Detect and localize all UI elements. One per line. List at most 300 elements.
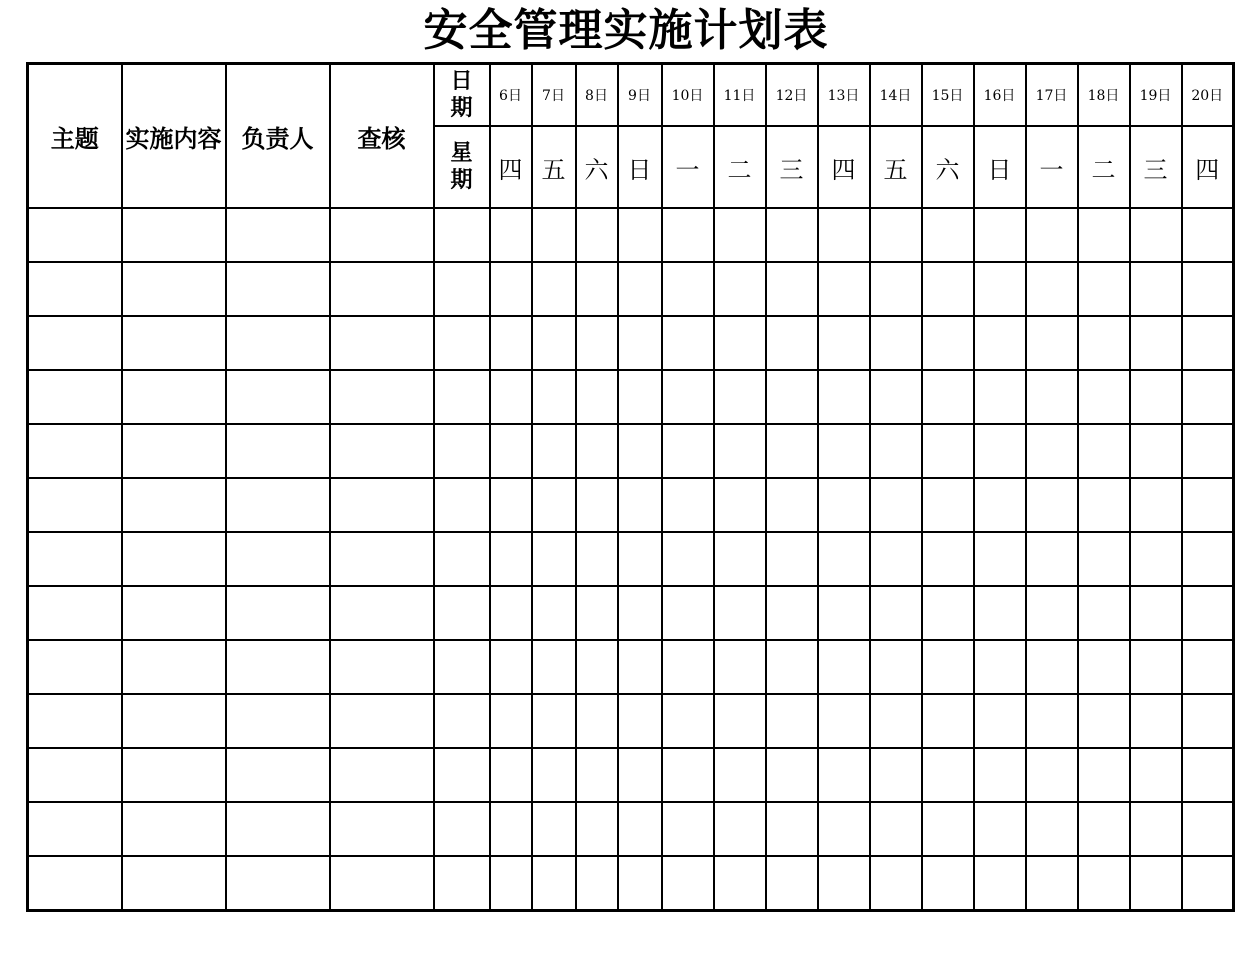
- table-cell[interactable]: [1078, 748, 1130, 802]
- table-cell[interactable]: [434, 316, 490, 370]
- table-cell[interactable]: [1130, 208, 1182, 262]
- table-cell[interactable]: [662, 640, 714, 694]
- table-cell[interactable]: [1026, 316, 1078, 370]
- table-cell[interactable]: [618, 370, 662, 424]
- table-row: [28, 856, 1234, 911]
- table-cell[interactable]: [662, 532, 714, 586]
- table-cell[interactable]: [28, 478, 122, 532]
- table-cell[interactable]: [1078, 478, 1130, 532]
- table-cell[interactable]: [434, 586, 490, 640]
- table-cell[interactable]: [122, 802, 226, 856]
- table-cell[interactable]: [766, 694, 818, 748]
- table-cell[interactable]: [434, 856, 490, 911]
- table-cell[interactable]: [1026, 262, 1078, 316]
- table-row: [28, 748, 1234, 802]
- table-cell[interactable]: [1130, 586, 1182, 640]
- table-cell[interactable]: [490, 748, 532, 802]
- table-cell[interactable]: [226, 802, 330, 856]
- table-cell[interactable]: [1182, 586, 1234, 640]
- table-cell[interactable]: [1026, 802, 1078, 856]
- table-cell[interactable]: [532, 856, 576, 911]
- table-cell[interactable]: [662, 748, 714, 802]
- table-cell[interactable]: [434, 478, 490, 532]
- table-cell[interactable]: [122, 694, 226, 748]
- table-cell[interactable]: [28, 370, 122, 424]
- table-cell[interactable]: [28, 532, 122, 586]
- table-cell[interactable]: [1130, 424, 1182, 478]
- table-cell[interactable]: [662, 478, 714, 532]
- table-cell[interactable]: [870, 370, 922, 424]
- weekday-cell: 日: [974, 126, 1026, 208]
- date-cell: 16日: [974, 64, 1026, 127]
- table-cell[interactable]: [1026, 208, 1078, 262]
- table-cell[interactable]: [490, 478, 532, 532]
- table-row: [28, 532, 1234, 586]
- table-cell[interactable]: [576, 586, 618, 640]
- table-cell[interactable]: [1182, 802, 1234, 856]
- table-cell[interactable]: [922, 316, 974, 370]
- table-cell[interactable]: [226, 370, 330, 424]
- table-cell[interactable]: [1130, 262, 1182, 316]
- date-cell: 9日: [618, 64, 662, 127]
- table-cell[interactable]: [490, 586, 532, 640]
- table-cell[interactable]: [618, 802, 662, 856]
- weekday-cell: 一: [662, 126, 714, 208]
- table-cell[interactable]: [330, 802, 434, 856]
- table-cell[interactable]: [1026, 478, 1078, 532]
- table-cell[interactable]: [974, 262, 1026, 316]
- table-cell[interactable]: [490, 424, 532, 478]
- table-cell[interactable]: [974, 586, 1026, 640]
- table-cell[interactable]: [714, 532, 766, 586]
- table-cell[interactable]: [714, 586, 766, 640]
- table-cell[interactable]: [434, 370, 490, 424]
- table-cell[interactable]: [28, 640, 122, 694]
- table-cell[interactable]: [870, 262, 922, 316]
- date-cell: 6日: [490, 64, 532, 127]
- table-cell[interactable]: [766, 748, 818, 802]
- table-cell[interactable]: [576, 856, 618, 911]
- table-cell[interactable]: [766, 316, 818, 370]
- table-cell[interactable]: [532, 262, 576, 316]
- table-cell[interactable]: [122, 532, 226, 586]
- table-cell[interactable]: [714, 370, 766, 424]
- table-cell[interactable]: [870, 208, 922, 262]
- table-cell[interactable]: [714, 856, 766, 911]
- table-cell[interactable]: [1130, 802, 1182, 856]
- weekday-cell: 六: [922, 126, 974, 208]
- table-cell[interactable]: [226, 856, 330, 911]
- table-cell[interactable]: [922, 208, 974, 262]
- table-cell[interactable]: [870, 748, 922, 802]
- table-cell[interactable]: [974, 856, 1026, 911]
- table-cell[interactable]: [576, 532, 618, 586]
- table-cell[interactable]: [766, 802, 818, 856]
- weekday-cell: 三: [766, 126, 818, 208]
- table-cell[interactable]: [618, 424, 662, 478]
- table-cell[interactable]: [1182, 208, 1234, 262]
- table-cell[interactable]: [122, 856, 226, 911]
- table-cell[interactable]: [1182, 262, 1234, 316]
- table-cell[interactable]: [1182, 532, 1234, 586]
- table-cell[interactable]: [1078, 370, 1130, 424]
- table-cell[interactable]: [490, 694, 532, 748]
- table-cell[interactable]: [122, 262, 226, 316]
- table-cell[interactable]: [434, 532, 490, 586]
- table-cell[interactable]: [766, 208, 818, 262]
- table-cell[interactable]: [490, 316, 532, 370]
- table-cell[interactable]: [490, 532, 532, 586]
- table-cell[interactable]: [576, 370, 618, 424]
- table-cell[interactable]: [28, 802, 122, 856]
- table-cell[interactable]: [532, 370, 576, 424]
- table-cell[interactable]: [576, 748, 618, 802]
- weekday-cell: 三: [1130, 126, 1182, 208]
- table-cell[interactable]: [1026, 532, 1078, 586]
- table-cell[interactable]: [576, 316, 618, 370]
- table-cell[interactable]: [766, 856, 818, 911]
- sheet-title: 安全管理实施计划表: [423, 5, 829, 56]
- table-cell[interactable]: [818, 478, 870, 532]
- table-cell[interactable]: [490, 262, 532, 316]
- table-cell[interactable]: [434, 208, 490, 262]
- table-cell[interactable]: [766, 532, 818, 586]
- table-cell[interactable]: [714, 748, 766, 802]
- table-cell[interactable]: [28, 262, 122, 316]
- table-cell[interactable]: [870, 478, 922, 532]
- date-cell: 17日: [1026, 64, 1078, 127]
- table-cell[interactable]: [818, 208, 870, 262]
- table-cell[interactable]: [122, 370, 226, 424]
- table-cell[interactable]: [434, 640, 490, 694]
- weekday-cell: 日: [618, 126, 662, 208]
- table-cell[interactable]: [1182, 748, 1234, 802]
- table-cell[interactable]: [1182, 478, 1234, 532]
- table-cell[interactable]: [490, 640, 532, 694]
- table-cell[interactable]: [1130, 532, 1182, 586]
- table-cell[interactable]: [490, 208, 532, 262]
- table-row: [28, 640, 1234, 694]
- table-cell[interactable]: [818, 694, 870, 748]
- table-cell[interactable]: [714, 802, 766, 856]
- table-cell[interactable]: [532, 694, 576, 748]
- table-cell[interactable]: [922, 478, 974, 532]
- table-cell[interactable]: [1026, 586, 1078, 640]
- table-cell[interactable]: [662, 694, 714, 748]
- table-cell[interactable]: [122, 748, 226, 802]
- table-cell[interactable]: [818, 532, 870, 586]
- table-cell[interactable]: [490, 856, 532, 911]
- table-cell[interactable]: [974, 478, 1026, 532]
- table-cell[interactable]: [1078, 694, 1130, 748]
- table-cell[interactable]: [618, 532, 662, 586]
- table-cell[interactable]: [714, 640, 766, 694]
- table-cell[interactable]: [532, 532, 576, 586]
- table-cell[interactable]: [974, 208, 1026, 262]
- table-row: [28, 316, 1234, 370]
- table-cell[interactable]: [1026, 856, 1078, 911]
- date-cell: 15日: [922, 64, 974, 127]
- table-cell[interactable]: [974, 316, 1026, 370]
- table-cell[interactable]: [330, 532, 434, 586]
- table-cell[interactable]: [28, 856, 122, 911]
- table-cell[interactable]: [28, 586, 122, 640]
- table-cell[interactable]: [226, 586, 330, 640]
- table-cell[interactable]: [226, 208, 330, 262]
- table-cell[interactable]: [818, 424, 870, 478]
- table-cell[interactable]: [226, 640, 330, 694]
- table-cell[interactable]: [122, 424, 226, 478]
- table-cell[interactable]: [122, 640, 226, 694]
- date-label-text: 日 期: [450, 69, 473, 121]
- table-cell[interactable]: [532, 748, 576, 802]
- table-cell[interactable]: [662, 208, 714, 262]
- table-cell[interactable]: [714, 208, 766, 262]
- table-cell[interactable]: [330, 478, 434, 532]
- weekday-cell: 四: [1182, 126, 1234, 208]
- table-cell[interactable]: [576, 802, 618, 856]
- table-cell[interactable]: [870, 802, 922, 856]
- table-cell[interactable]: [490, 370, 532, 424]
- weekday-cell: 四: [818, 126, 870, 208]
- table-cell[interactable]: [974, 748, 1026, 802]
- table-cell[interactable]: [532, 640, 576, 694]
- table-cell[interactable]: [922, 586, 974, 640]
- table-cell[interactable]: [330, 748, 434, 802]
- table-cell[interactable]: [1026, 370, 1078, 424]
- table-cell[interactable]: [974, 640, 1026, 694]
- weekday-cell: 五: [532, 126, 576, 208]
- table-cell[interactable]: [870, 856, 922, 911]
- table-cell[interactable]: [818, 856, 870, 911]
- date-cell: 10日: [662, 64, 714, 127]
- table-cell[interactable]: [576, 208, 618, 262]
- table-cell[interactable]: [818, 748, 870, 802]
- table-cell[interactable]: [974, 532, 1026, 586]
- header-date-label: [434, 64, 490, 127]
- table-cell[interactable]: [1078, 856, 1130, 911]
- table-cell[interactable]: [870, 640, 922, 694]
- table-cell[interactable]: [28, 748, 122, 802]
- table-cell[interactable]: [662, 586, 714, 640]
- header-owner: 负责人: [226, 64, 330, 209]
- table-cell[interactable]: [1026, 640, 1078, 694]
- table-cell[interactable]: [618, 478, 662, 532]
- table-cell[interactable]: [974, 694, 1026, 748]
- table-cell[interactable]: [714, 478, 766, 532]
- table-cell[interactable]: [576, 640, 618, 694]
- table-cell[interactable]: [532, 208, 576, 262]
- table-cell[interactable]: [870, 316, 922, 370]
- table-cell[interactable]: [662, 424, 714, 478]
- table-cell[interactable]: [1078, 208, 1130, 262]
- table-cell[interactable]: [922, 370, 974, 424]
- table-cell[interactable]: [1026, 424, 1078, 478]
- table-cell[interactable]: [28, 424, 122, 478]
- table-cell[interactable]: [618, 748, 662, 802]
- table-cell[interactable]: [576, 694, 618, 748]
- table-row: [28, 424, 1234, 478]
- table-cell[interactable]: [532, 316, 576, 370]
- table-cell[interactable]: [330, 694, 434, 748]
- table-cell[interactable]: [922, 748, 974, 802]
- table-cell[interactable]: [974, 424, 1026, 478]
- table-cell[interactable]: [1078, 532, 1130, 586]
- table-cell[interactable]: [618, 856, 662, 911]
- table-cell[interactable]: [226, 262, 330, 316]
- table-cell[interactable]: [766, 424, 818, 478]
- table-cell[interactable]: [434, 802, 490, 856]
- table-cell[interactable]: [330, 586, 434, 640]
- table-cell[interactable]: [1182, 316, 1234, 370]
- weekday-cell: 六: [576, 126, 618, 208]
- table-cell[interactable]: [662, 370, 714, 424]
- table-cell[interactable]: [226, 478, 330, 532]
- table-cell[interactable]: [714, 424, 766, 478]
- table-cell[interactable]: [434, 262, 490, 316]
- table-cell[interactable]: [330, 640, 434, 694]
- table-cell[interactable]: [1026, 748, 1078, 802]
- table-cell[interactable]: [1182, 640, 1234, 694]
- table-cell[interactable]: [330, 316, 434, 370]
- header-week-label: [434, 126, 490, 208]
- date-cell: 8日: [576, 64, 618, 127]
- table-cell[interactable]: [618, 316, 662, 370]
- table-cell[interactable]: [532, 478, 576, 532]
- table-cell[interactable]: [1182, 856, 1234, 911]
- table-cell[interactable]: [662, 802, 714, 856]
- table-cell[interactable]: [870, 532, 922, 586]
- table-cell[interactable]: [1130, 856, 1182, 911]
- table-row: [28, 370, 1234, 424]
- table-cell[interactable]: [1130, 748, 1182, 802]
- table-cell[interactable]: [618, 640, 662, 694]
- table-cell[interactable]: [922, 262, 974, 316]
- table-cell[interactable]: [818, 640, 870, 694]
- table-cell[interactable]: [818, 316, 870, 370]
- table-cell[interactable]: [1078, 586, 1130, 640]
- table-row: [28, 694, 1234, 748]
- table-cell[interactable]: [1182, 370, 1234, 424]
- table-cell[interactable]: [490, 802, 532, 856]
- plan-table: [26, 62, 1235, 912]
- table-cell[interactable]: [532, 802, 576, 856]
- table-cell[interactable]: [330, 208, 434, 262]
- table-cell[interactable]: [1078, 802, 1130, 856]
- table-cell[interactable]: [576, 424, 618, 478]
- week-label-text: 星 期: [450, 141, 473, 193]
- table-cell[interactable]: [662, 316, 714, 370]
- table-cell[interactable]: [922, 532, 974, 586]
- table-cell[interactable]: [226, 532, 330, 586]
- table-cell[interactable]: [226, 316, 330, 370]
- table-cell[interactable]: [662, 856, 714, 911]
- table-cell[interactable]: [122, 586, 226, 640]
- table-cell[interactable]: [576, 478, 618, 532]
- table-cell[interactable]: [922, 424, 974, 478]
- table-row: [28, 208, 1234, 262]
- table-cell[interactable]: [922, 856, 974, 911]
- table-cell[interactable]: [1078, 640, 1130, 694]
- table-cell[interactable]: [714, 262, 766, 316]
- table-cell[interactable]: [122, 316, 226, 370]
- table-cell[interactable]: [1130, 478, 1182, 532]
- table-cell[interactable]: [870, 424, 922, 478]
- table-cell[interactable]: [870, 694, 922, 748]
- table-cell[interactable]: [1182, 424, 1234, 478]
- table-cell[interactable]: [532, 424, 576, 478]
- header-check: 查核: [330, 64, 434, 209]
- table-cell[interactable]: [1078, 262, 1130, 316]
- table-cell[interactable]: [1078, 424, 1130, 478]
- table-cell[interactable]: [618, 208, 662, 262]
- table-cell[interactable]: [1078, 316, 1130, 370]
- table-cell[interactable]: [434, 424, 490, 478]
- table-cell[interactable]: [330, 262, 434, 316]
- table-cell[interactable]: [226, 748, 330, 802]
- table-cell[interactable]: [28, 694, 122, 748]
- table-cell[interactable]: [766, 478, 818, 532]
- table-cell[interactable]: [1026, 694, 1078, 748]
- table-cell[interactable]: [766, 640, 818, 694]
- table-cell[interactable]: [618, 262, 662, 316]
- table-cell[interactable]: [330, 370, 434, 424]
- table-cell[interactable]: [818, 586, 870, 640]
- table-cell[interactable]: [922, 694, 974, 748]
- table-cell[interactable]: [766, 370, 818, 424]
- table-cell[interactable]: [922, 802, 974, 856]
- table-cell[interactable]: [974, 802, 1026, 856]
- table-cell[interactable]: [714, 316, 766, 370]
- table-cell[interactable]: [662, 262, 714, 316]
- table-cell[interactable]: [1130, 694, 1182, 748]
- table-cell[interactable]: [618, 694, 662, 748]
- table-cell[interactable]: [818, 370, 870, 424]
- table-cell[interactable]: [330, 424, 434, 478]
- table-cell[interactable]: [28, 208, 122, 262]
- date-cell: 18日: [1078, 64, 1130, 127]
- table-cell[interactable]: [870, 586, 922, 640]
- table-cell[interactable]: [1182, 694, 1234, 748]
- table-cell[interactable]: [1130, 316, 1182, 370]
- table-cell[interactable]: [122, 208, 226, 262]
- table-row: [28, 262, 1234, 316]
- table-cell[interactable]: [434, 694, 490, 748]
- date-cell: 14日: [870, 64, 922, 127]
- table-cell[interactable]: [532, 586, 576, 640]
- table-cell[interactable]: [122, 478, 226, 532]
- weekday-cell: 一: [1026, 126, 1078, 208]
- table-cell[interactable]: [576, 262, 618, 316]
- table-cell[interactable]: [922, 640, 974, 694]
- table-cell[interactable]: [434, 748, 490, 802]
- table-cell[interactable]: [618, 586, 662, 640]
- table-cell[interactable]: [818, 802, 870, 856]
- date-cell: 7日: [532, 64, 576, 127]
- table-cell[interactable]: [330, 856, 434, 911]
- table-cell[interactable]: [1130, 370, 1182, 424]
- table-cell[interactable]: [818, 262, 870, 316]
- table-cell[interactable]: [766, 586, 818, 640]
- table-cell[interactable]: [974, 370, 1026, 424]
- date-cell: 13日: [818, 64, 870, 127]
- table-cell[interactable]: [714, 694, 766, 748]
- table-cell[interactable]: [226, 694, 330, 748]
- table-cell[interactable]: [28, 316, 122, 370]
- table-cell[interactable]: [226, 424, 330, 478]
- table-cell[interactable]: [1130, 640, 1182, 694]
- table-cell[interactable]: [766, 262, 818, 316]
